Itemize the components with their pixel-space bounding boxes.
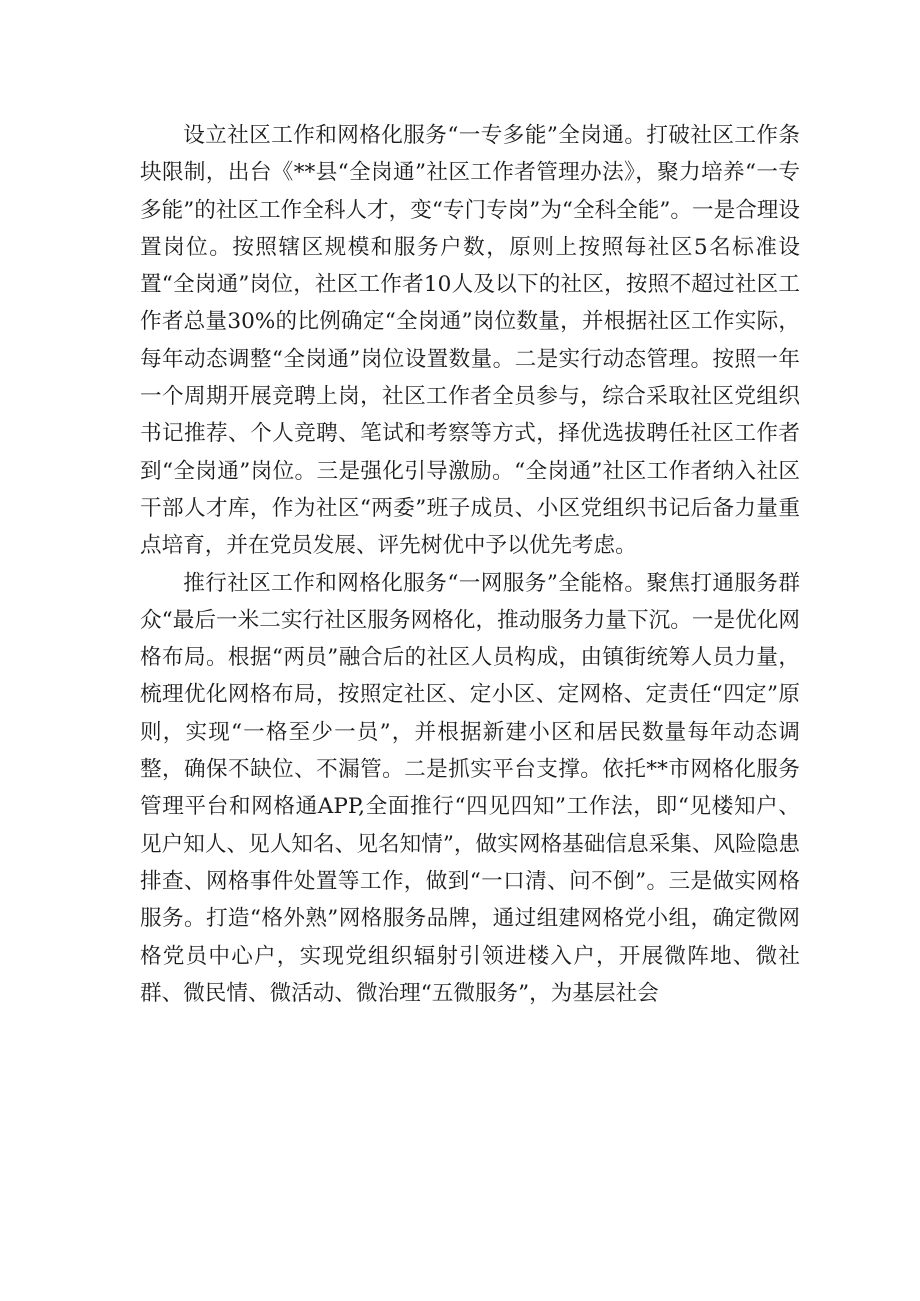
paragraph-full-post: 设立社区工作和网格化服务“一专多能”全岗通。打破社区工作条块限制，出台《**县“全岗通”社区工作者管理办法》，聚力培养“一专多能”的社区工作全科人才，变“专门专岗”为“全科全能”。一是合理设置岗位。按照辖区规模和服务户数，原则上按照每社区5名标准设置“全岗通”岗位，社区工作者10人及以下的社区，按照不超过社区工作者总量30%的比例确定“全岗通”岗位数量，并根据社区工作实际，每年动态调整“全岗通”岗位设置数量。二是实行动态管理。按照一年一个周期开展竞聘上岗，社区工作者全员参与，综合采取社区党组织书记推荐、个人竞聘、笔试和考察等方式，择优选拔聘任社区工作者到“全岗通”岗位。三是强化引导激励。“全岗通”社区工作者纳入社区干部人才库，作为社区“两委”班子成员、小区党组织书记后备力量重点培育，并在党员发展、评先树优中予以优先考虑。 (140, 123, 800, 559)
document-body (140, 117, 800, 1012)
paragraph-one-network-service: 推行社区工作和网格化服务“一网服务”全能格。聚焦打通服务群众“最后一米二实行社区服务网格化，推动服务力量下沉。一是优化网格布局。根据“两员”融合后的社区人员构成，由镇街统筹人员力量，梳理优化网格布局，按照定社区、定小区、定网格、定责任“四定”原则，实现“一格至少一员”，并根据新建小区和居民数量每年动态调整，确保不缺位、不漏管。二是抓实平台支撑。依托**市网格化服务管理平台和网格通APP,全面推行“四见四知”工作法，即“见楼知户、见户知人、见人知名、见名知情”，做实网格基础信息采集、风险隐患排查、网格事件处置等工作，做到“一口清、问不倒”。三是做实网格服务。打造“格外熟”网格服务品牌，通过组建网格党小组，确定微网格党员中心户，实现党组织辐射引领进楼入户，开展微阵地、微社群、微民情、微活动、微治理“五微服务”，为基层社会 (140, 570, 800, 1006)
